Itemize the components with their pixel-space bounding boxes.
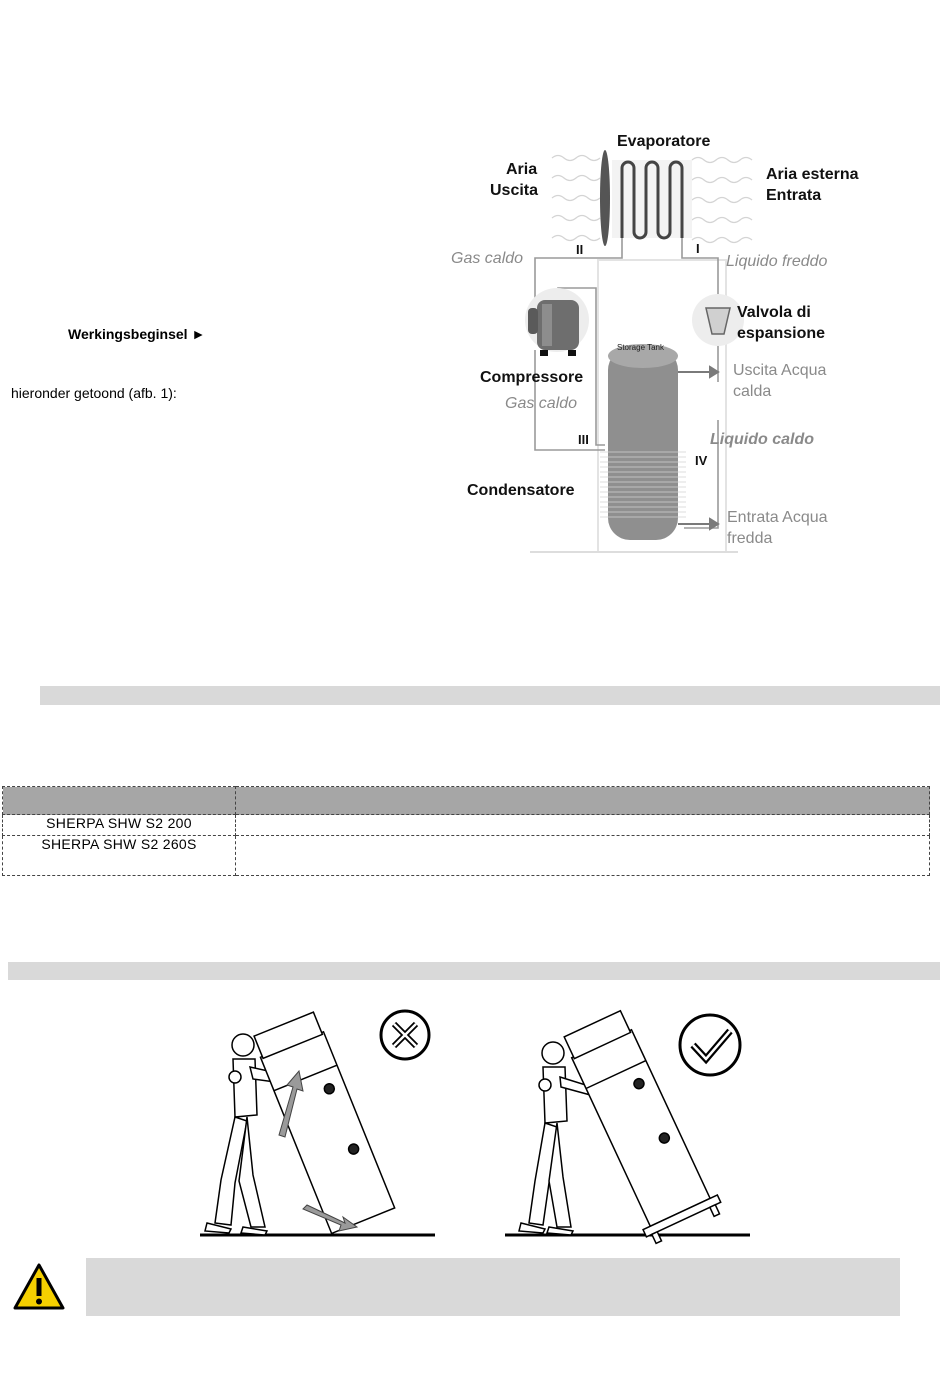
storage-tank-icon <box>608 348 678 540</box>
intro-line: hieronder getoond (afb. 1): <box>11 385 177 401</box>
correct-handling-illustration <box>505 1006 750 1245</box>
stage-1-label: I <box>696 241 700 256</box>
air-out-label-2: Uscita <box>490 182 539 199</box>
air-in-label-1: Aria esterna <box>766 166 859 183</box>
air-out-waves <box>552 156 600 241</box>
air-out-label-1: Aria <box>506 161 538 178</box>
table-header-cell <box>236 787 930 815</box>
table-header-row <box>3 787 930 815</box>
wrong-handling-illustration <box>200 1011 435 1235</box>
hot-gas-top-label: Gas caldo <box>451 250 524 267</box>
stage-4-label: IV <box>695 453 708 468</box>
cross-circle-icon <box>381 1011 429 1059</box>
table-value-cell <box>236 815 930 836</box>
hot-liquid-label: Liquido caldo <box>710 431 814 448</box>
handling-illustrations-graphic <box>195 1005 755 1245</box>
evaporator-body <box>612 160 692 238</box>
warning-triangle-icon <box>12 1262 66 1312</box>
handling-illustrations <box>195 1005 755 1245</box>
air-in-waves <box>692 158 752 243</box>
table-model-cell: SHERPA SHW S2 260S <box>3 836 236 876</box>
valve-label-1: Valvola di <box>737 304 811 321</box>
cold-liquid-label: Liquido freddo <box>726 253 828 270</box>
table-value-cell <box>236 836 930 876</box>
table-row <box>3 836 930 876</box>
condenser-label: Condensatore <box>467 482 575 499</box>
section-title: Werkingsbeginsel ► <box>68 326 206 342</box>
hot-gas-mid-label: Gas caldo <box>505 395 578 412</box>
warning-box <box>86 1258 900 1316</box>
cold-water-in-label-2: fredda <box>727 530 773 547</box>
check-circle-icon <box>680 1015 740 1075</box>
model-table <box>2 786 930 876</box>
section-band <box>8 962 940 980</box>
hot-water-out-label-1: Uscita Acqua <box>733 362 827 379</box>
compressor-label: Compressore <box>480 369 584 386</box>
cold-water-in-label-1: Entrata Acqua <box>727 509 828 526</box>
tank-label: Storage Tank <box>617 343 664 352</box>
stage-2-label: II <box>576 242 584 257</box>
evaporator-label: Evaporatore <box>617 133 711 150</box>
section-band <box>40 686 940 705</box>
valve-label-2: espansione <box>737 325 826 342</box>
stage-3-label: III <box>578 432 589 447</box>
air-in-label-2: Entrata <box>766 187 822 204</box>
table-header-cell <box>3 787 236 815</box>
fan-icon <box>600 150 610 246</box>
table-model-cell: SHERPA SHW S2 200 <box>3 815 236 836</box>
table-row <box>3 815 930 836</box>
hot-water-out-label-2: calda <box>733 383 772 400</box>
